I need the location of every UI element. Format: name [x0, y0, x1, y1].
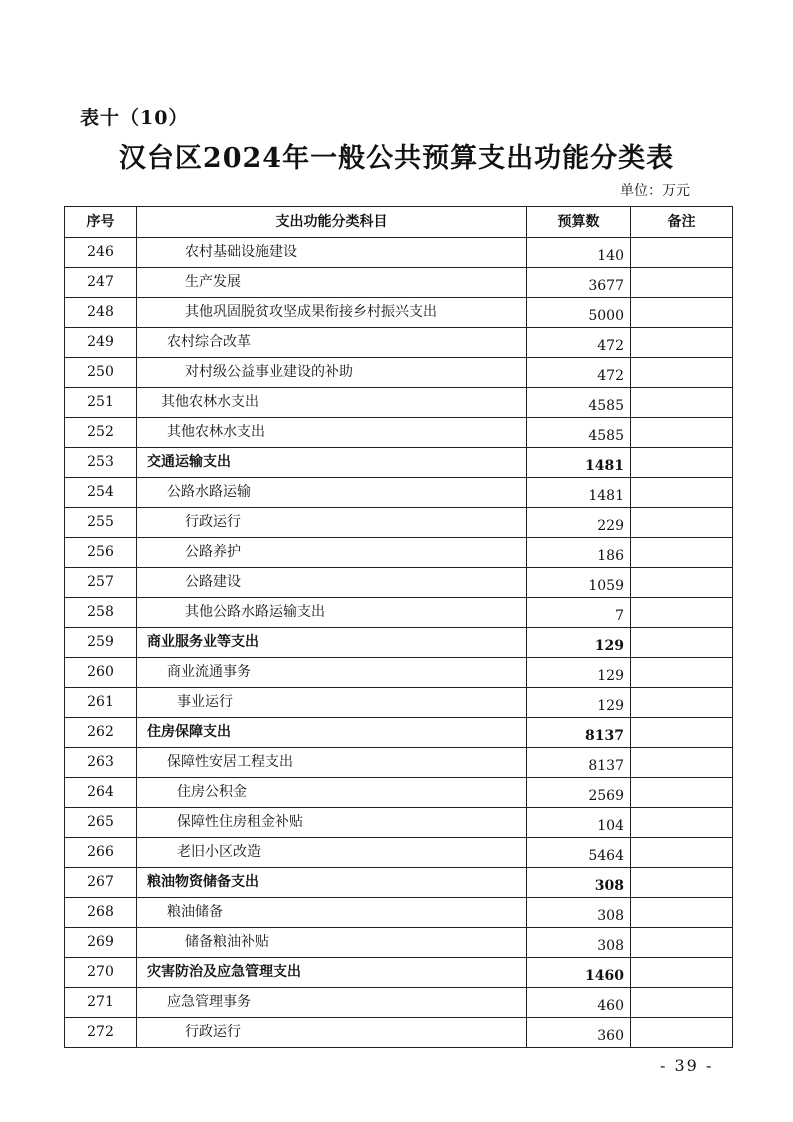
row-note [631, 898, 733, 928]
row-number: 246 [65, 238, 137, 268]
row-note [631, 508, 733, 538]
row-item-name: 住房公积金 [137, 778, 527, 808]
row-number: 249 [65, 328, 137, 358]
row-item-name: 农村基础设施建设 [137, 238, 527, 268]
row-item-name: 商业流通事务 [137, 658, 527, 688]
row-number: 260 [65, 658, 137, 688]
row-note [631, 538, 733, 568]
row-note [631, 388, 733, 418]
row-number: 253 [65, 448, 137, 478]
row-amount: 129 [527, 688, 631, 718]
row-item-name: 住房保障支出 [137, 718, 527, 748]
row-item-name: 其他农林水支出 [137, 388, 527, 418]
table-header [65, 207, 733, 238]
row-amount: 129 [527, 658, 631, 688]
table-row [65, 718, 733, 748]
row-number: 269 [65, 928, 137, 958]
row-note [631, 238, 733, 268]
table-row [65, 958, 733, 988]
table-row [65, 838, 733, 868]
unit-label: 单位：万元 [620, 183, 690, 199]
row-amount: 3677 [527, 268, 631, 298]
column-header-amount: 预算数 [527, 207, 631, 238]
row-number: 270 [65, 958, 137, 988]
row-item-name: 农村综合改革 [137, 328, 527, 358]
row-number: 268 [65, 898, 137, 928]
table-row [65, 808, 733, 838]
row-item-name: 保障性住房租金补贴 [137, 808, 527, 838]
row-amount: 1460 [527, 958, 631, 988]
row-number: 262 [65, 718, 137, 748]
table-row [65, 688, 733, 718]
row-item-name: 老旧小区改造 [137, 838, 527, 868]
row-number: 271 [65, 988, 137, 1018]
row-note [631, 838, 733, 868]
row-note [631, 268, 733, 298]
row-number: 258 [65, 598, 137, 628]
row-item-name: 其他农林水支出 [137, 418, 527, 448]
row-amount: 7 [527, 598, 631, 628]
row-amount: 2569 [527, 778, 631, 808]
row-note [631, 1018, 733, 1048]
row-number: 267 [65, 868, 137, 898]
table-row [65, 448, 733, 478]
row-amount: 472 [527, 358, 631, 388]
budget-table [64, 206, 733, 1048]
row-number: 251 [65, 388, 137, 418]
row-number: 261 [65, 688, 137, 718]
table-row [65, 268, 733, 298]
table-row [65, 358, 733, 388]
row-amount: 472 [527, 328, 631, 358]
row-amount: 104 [527, 808, 631, 838]
row-amount: 360 [527, 1018, 631, 1048]
column-header-note: 备注 [631, 207, 733, 238]
row-item-name: 商业服务业等支出 [137, 628, 527, 658]
row-note [631, 478, 733, 508]
table-row [65, 628, 733, 658]
row-item-name: 保障性安居工程支出 [137, 748, 527, 778]
header-row [65, 207, 733, 238]
row-note [631, 868, 733, 898]
table-row [65, 328, 733, 358]
row-amount: 1059 [527, 568, 631, 598]
row-amount: 8137 [527, 748, 631, 778]
row-item-name: 粮油储备 [137, 898, 527, 928]
row-note [631, 358, 733, 388]
page-title: 汉台区2024年一般公共预算支出功能分类表 [118, 143, 675, 174]
table-row [65, 778, 733, 808]
table-row [65, 898, 733, 928]
column-header-no: 序号 [65, 207, 137, 238]
table-body [65, 238, 733, 1048]
row-amount: 5000 [527, 298, 631, 328]
row-note [631, 568, 733, 598]
table-row [65, 508, 733, 538]
row-item-name: 行政运行 [137, 1018, 527, 1048]
page-number: - 39 - [660, 1056, 714, 1075]
row-item-name: 事业运行 [137, 688, 527, 718]
row-note [631, 808, 733, 838]
row-amount: 4585 [527, 418, 631, 448]
row-note [631, 298, 733, 328]
row-note [631, 628, 733, 658]
row-number: 247 [65, 268, 137, 298]
row-number: 264 [65, 778, 137, 808]
row-number: 265 [65, 808, 137, 838]
row-amount: 140 [527, 238, 631, 268]
row-note [631, 598, 733, 628]
row-item-name: 生产发展 [137, 268, 527, 298]
row-number: 252 [65, 418, 137, 448]
row-amount: 1481 [527, 478, 631, 508]
row-item-name: 粮油物资储备支出 [137, 868, 527, 898]
table-row [65, 568, 733, 598]
row-note [631, 718, 733, 748]
row-item-name: 行政运行 [137, 508, 527, 538]
row-amount: 308 [527, 868, 631, 898]
table-row [65, 388, 733, 418]
row-number: 257 [65, 568, 137, 598]
row-note [631, 658, 733, 688]
table-row [65, 478, 733, 508]
row-amount: 460 [527, 988, 631, 1018]
row-item-name: 公路建设 [137, 568, 527, 598]
table-row [65, 1018, 733, 1048]
row-amount: 4585 [527, 388, 631, 418]
row-number: 256 [65, 538, 137, 568]
column-header-item: 支出功能分类科目 [137, 207, 527, 238]
table-row [65, 418, 733, 448]
row-number: 250 [65, 358, 137, 388]
row-note [631, 988, 733, 1018]
row-amount: 1481 [527, 448, 631, 478]
row-amount: 129 [527, 628, 631, 658]
row-item-name: 储备粮油补贴 [137, 928, 527, 958]
row-item-name: 公路养护 [137, 538, 527, 568]
row-note [631, 958, 733, 988]
row-number: 266 [65, 838, 137, 868]
row-number: 263 [65, 748, 137, 778]
row-note [631, 328, 733, 358]
row-item-name: 其他公路水路运输支出 [137, 598, 527, 628]
row-number: 254 [65, 478, 137, 508]
row-amount: 308 [527, 928, 631, 958]
table-label: 表十（10） [80, 107, 189, 129]
row-note [631, 418, 733, 448]
row-number: 255 [65, 508, 137, 538]
row-item-name: 交通运输支出 [137, 448, 527, 478]
row-item-name: 其他巩固脱贫攻坚成果衔接乡村振兴支出 [137, 298, 527, 328]
table-row [65, 868, 733, 898]
table-row [65, 598, 733, 628]
row-note [631, 928, 733, 958]
table-row [65, 658, 733, 688]
row-note [631, 688, 733, 718]
row-number: 259 [65, 628, 137, 658]
row-number: 272 [65, 1018, 137, 1048]
row-note [631, 778, 733, 808]
row-amount: 8137 [527, 718, 631, 748]
row-amount: 308 [527, 898, 631, 928]
row-note [631, 748, 733, 778]
table-row [65, 988, 733, 1018]
row-item-name: 灾害防治及应急管理支出 [137, 958, 527, 988]
table-row [65, 538, 733, 568]
table-row [65, 238, 733, 268]
row-item-name: 应急管理事务 [137, 988, 527, 1018]
row-item-name: 公路水路运输 [137, 478, 527, 508]
table-row [65, 928, 733, 958]
row-number: 248 [65, 298, 137, 328]
row-item-name: 对村级公益事业建设的补助 [137, 358, 527, 388]
row-amount: 229 [527, 508, 631, 538]
row-note [631, 448, 733, 478]
row-amount: 5464 [527, 838, 631, 868]
table-row [65, 298, 733, 328]
row-amount: 186 [527, 538, 631, 568]
table-row [65, 748, 733, 778]
